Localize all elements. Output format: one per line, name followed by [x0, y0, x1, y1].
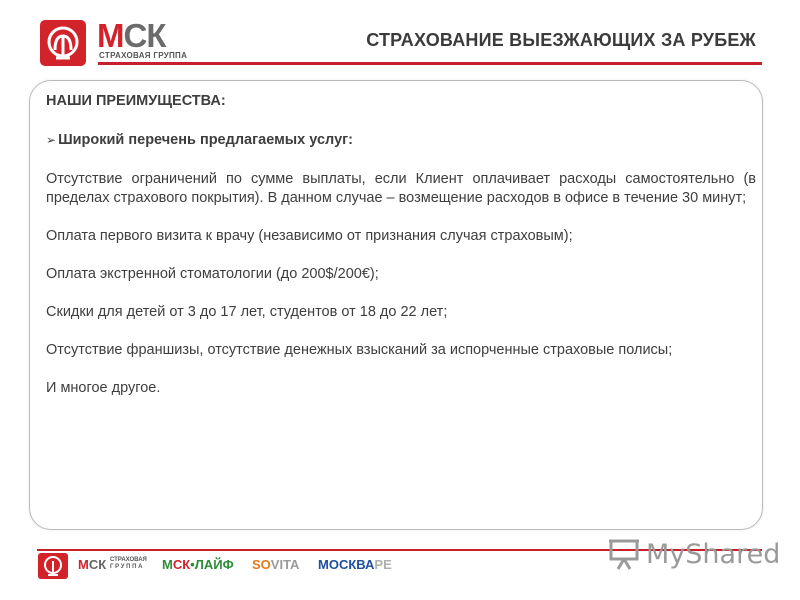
footer-brand-re: РЕ [374, 557, 392, 572]
brand-logo-text [97, 18, 165, 54]
advantage-paragraph: Отсутствие ограничений по сумме выплаты, если Клиент оплачивает расходы самостоятельно (в пределах страхового покрытия). В данном случае – возмещение расходов в офисе в течение 30 минут; [46, 171, 756, 206]
footer-logo-icon [38, 553, 68, 579]
footer-brand-msk-sub2: Г Р У П П А [110, 564, 143, 570]
footer-brand-msk-sub1: СТРАХОВАЯ [110, 557, 147, 563]
footer-brand-msk-m: М [78, 557, 89, 572]
footer-brand-sovita-a: SO [252, 557, 271, 572]
footer-brand-life-b: СК [172, 557, 191, 572]
presentation-board-icon [608, 537, 642, 578]
brand-logo-m: М [97, 17, 124, 54]
footer-brand-msk-life [162, 557, 234, 572]
footer-brand-moskva: МОСКВА [318, 557, 375, 572]
footer-brand-sovita [252, 557, 299, 572]
footer-brand-msk [78, 557, 106, 572]
content-body [46, 92, 756, 398]
advantage-paragraph: Оплата первого визита к врачу (независимо от признания случая страховым); [46, 228, 573, 244]
footer-brand-moskva-re [318, 557, 392, 572]
page-title: СТРАХОВАНИЕ ВЫЕЗЖАЮЩИХ ЗА РУБЕЖ [366, 30, 756, 50]
footer-brand-life-a: М [162, 557, 173, 572]
brand-subtitle: СТРАХОВАЯ ГРУППА [99, 51, 188, 60]
services-subheading [46, 131, 756, 150]
arrow-bullet-icon: ➢ [46, 133, 57, 147]
advantage-paragraph: Оплата экстренной стоматологии (до 200$/200€); [46, 266, 379, 282]
header-divider [98, 62, 762, 65]
footer-brand-msk-subtitle [110, 557, 147, 571]
advantage-paragraph: Скидки для детей от 3 до 17 лет, студентов от 18 до 22 лет; [46, 304, 448, 320]
footer-brand-sovita-b: VITA [270, 557, 300, 572]
section-heading: НАШИ ПРЕИМУЩЕСТВА: [46, 93, 226, 109]
footer-brand-msk-sk: СК [88, 557, 107, 572]
brand-logo-sk: СК [123, 17, 166, 54]
services-subheading-text: Широкий перечень предлагаемых услуг: [58, 132, 353, 148]
watermark-text: MyShared [646, 539, 781, 570]
footer-brand-life-c: •ЛАЙФ [190, 557, 234, 572]
watermark [606, 535, 781, 575]
advantage-paragraph: Отсутствие франшизы, отсутствие денежных взысканий за испорченные страховые полисы; [46, 342, 673, 358]
advantage-paragraph: И многое другое. [46, 380, 161, 396]
msk-logo-icon [40, 20, 86, 66]
